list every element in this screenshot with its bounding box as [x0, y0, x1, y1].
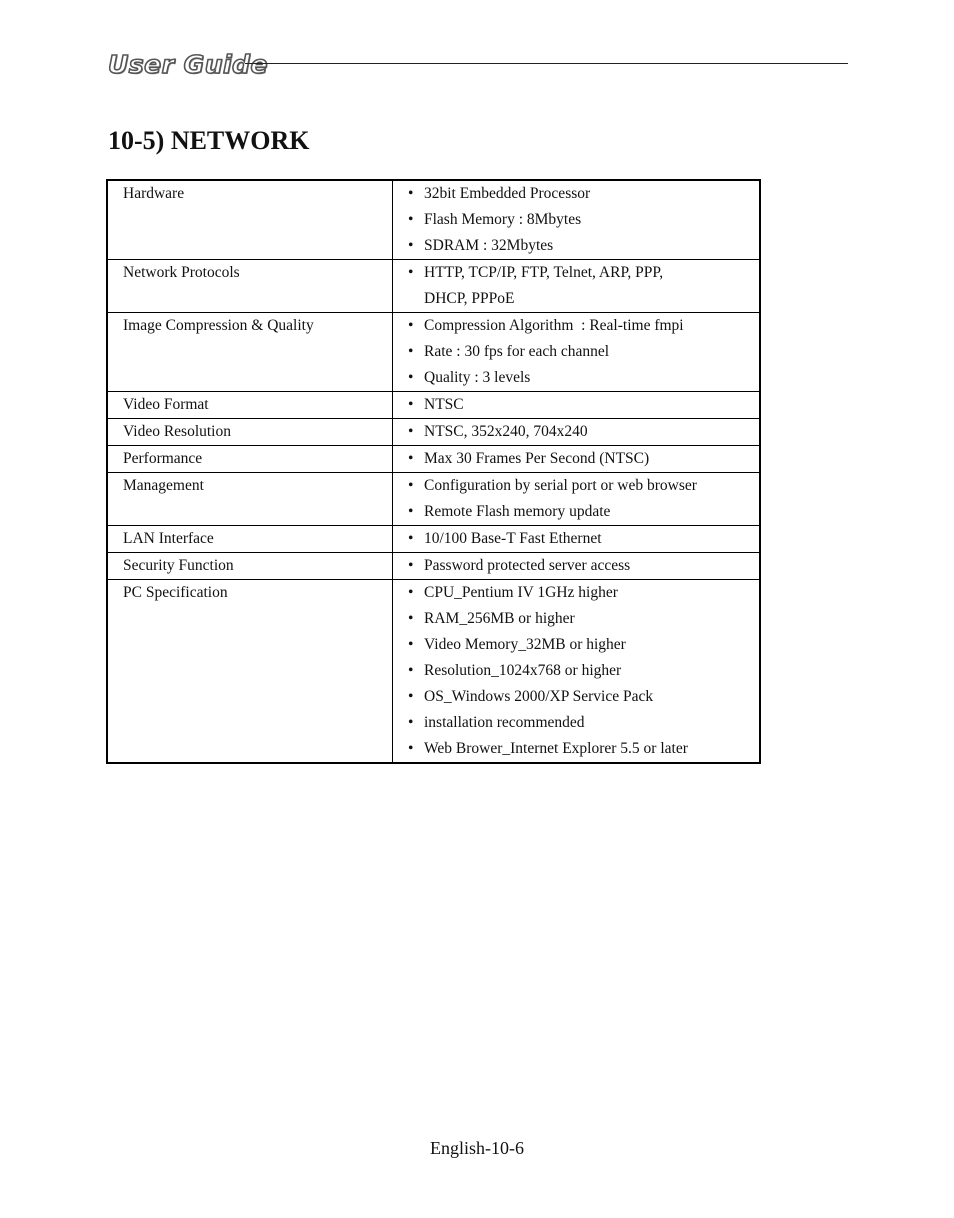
table-row [107, 313, 760, 392]
spec-value-item: • NTSC, 352x240, 704x240 [408, 419, 759, 445]
spec-value-item: • installation recommended [408, 710, 759, 736]
spec-value-item: • HTTP, TCP/IP, FTP, Telnet, ARP, PPP, DHCP, PPPoE [408, 260, 699, 312]
network-spec-table [106, 179, 761, 764]
spec-value-list [408, 313, 759, 391]
spec-value-item: • Remote Flash memory update [408, 499, 759, 525]
spec-values [393, 392, 761, 419]
spec-label: Image Compression & Quality [107, 313, 393, 392]
spec-value-item: • Password protected server access [408, 553, 759, 579]
spec-value-item: • Video Memory_32MB or higher [408, 632, 759, 658]
table-row [107, 419, 760, 446]
spec-value-list [408, 446, 759, 472]
spec-value-list [408, 181, 759, 259]
spec-value-item: • Web Brower_Internet Explorer 5.5 or later [408, 736, 759, 762]
spec-label: PC Specification [107, 580, 393, 764]
spec-value-item: • Rate : 30 fps for each channel [408, 339, 759, 365]
spec-value-list [408, 580, 759, 762]
spec-value-item: • Max 30 Frames Per Second (NTSC) [408, 446, 759, 472]
table-row [107, 446, 760, 473]
spec-value-item: • Quality : 3 levels [408, 365, 759, 391]
spec-value-item: • CPU_Pentium IV 1GHz higher [408, 580, 759, 606]
table-row [107, 473, 760, 526]
spec-values [393, 446, 761, 473]
spec-value-item: • RAM_256MB or higher [408, 606, 759, 632]
spec-values [393, 180, 761, 260]
spec-label: Hardware [107, 180, 393, 260]
spec-value-list [408, 419, 759, 445]
spec-value-item: • 32bit Embedded Processor [408, 181, 759, 207]
spec-values [393, 260, 761, 313]
spec-value-list [408, 553, 759, 579]
spec-values [393, 580, 761, 764]
table-row [107, 260, 760, 313]
spec-value-item: • Configuration by serial port or web browser [408, 473, 759, 499]
table-row [107, 526, 760, 553]
table-row [107, 580, 760, 764]
page-title: 10-5) NETWORK [108, 126, 310, 155]
spec-value-item: • OS_Windows 2000/XP Service Pack [408, 684, 759, 710]
spec-value-item: • NTSC [408, 392, 759, 418]
spec-value-item: • Compression Algorithm : Real-time fmpi [408, 313, 759, 339]
spec-label: Network Protocols [107, 260, 393, 313]
spec-values [393, 473, 761, 526]
spec-value-item: • SDRAM : 32Mbytes [408, 233, 759, 259]
page-number: English-10-6 [430, 1138, 524, 1158]
spec-label: Video Format [107, 392, 393, 419]
table-row [107, 392, 760, 419]
spec-label: Security Function [107, 553, 393, 580]
spec-label: Management [107, 473, 393, 526]
spec-table-body [107, 180, 760, 763]
header-rule [245, 63, 848, 64]
spec-value-list [408, 473, 759, 525]
page-header [108, 50, 848, 82]
spec-label: Performance [107, 446, 393, 473]
table-row [107, 553, 760, 580]
user-guide-logo: User Guide [108, 50, 268, 79]
spec-label: LAN Interface [107, 526, 393, 553]
spec-values [393, 553, 761, 580]
spec-value-item: • Resolution_1024x768 or higher [408, 658, 759, 684]
table-row [107, 180, 760, 260]
spec-values [393, 313, 761, 392]
spec-label: Video Resolution [107, 419, 393, 446]
spec-value-item: • 10/100 Base-T Fast Ethernet [408, 526, 759, 552]
spec-values [393, 526, 761, 553]
spec-value-list [408, 260, 759, 312]
spec-values [393, 419, 761, 446]
spec-value-list [408, 392, 759, 418]
spec-value-item: • Flash Memory : 8Mbytes [408, 207, 759, 233]
spec-value-list [408, 526, 759, 552]
